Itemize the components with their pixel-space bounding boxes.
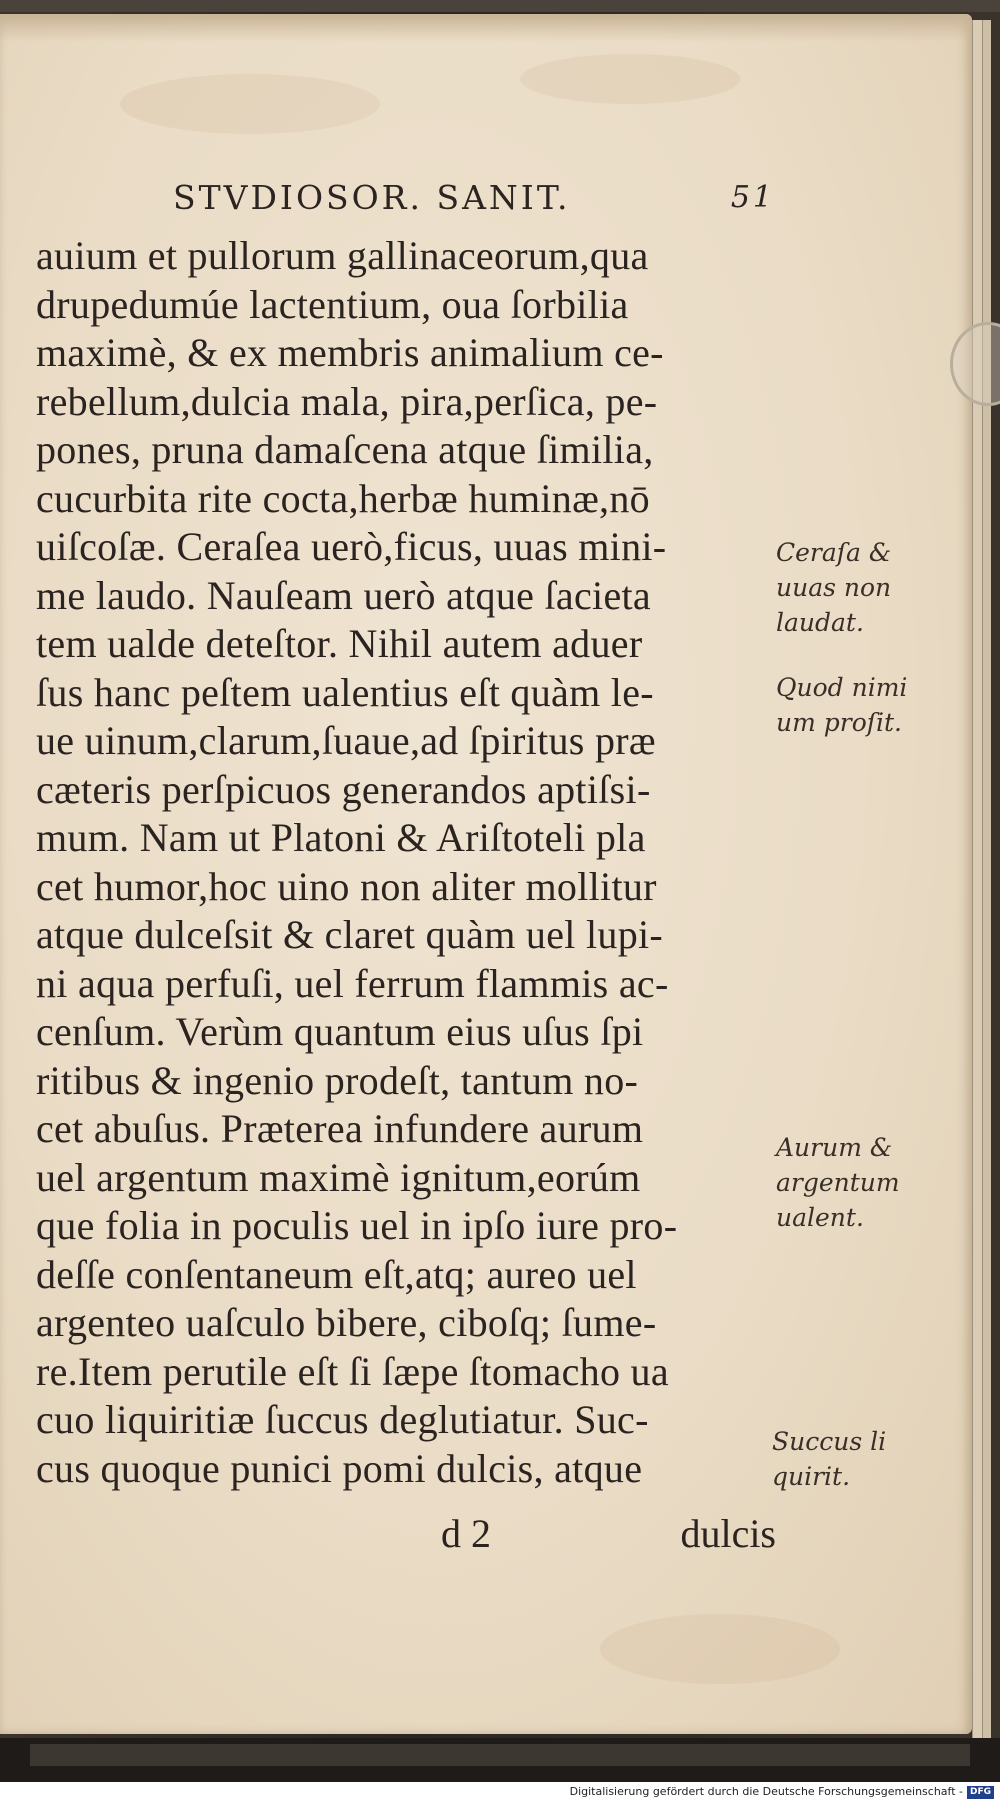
text-line: cuo liquiritiæ ſuccus deglutiatur. Suc- [36, 1397, 649, 1442]
text-line: ſus hanc peſtem ualentius eſt quàm le- [36, 669, 654, 715]
marginal-note-line: Quod nimi [776, 673, 908, 702]
marginal-note-line: ualent. [776, 1203, 864, 1232]
marginal-note [776, 535, 891, 640]
dfg-logo-icon: DFG [967, 1786, 994, 1799]
text-line: rebellum,dulcia mala, pira,perſica, pe- [36, 378, 658, 424]
marginal-note-line: Succus li [772, 1427, 887, 1456]
text-line: drupedumúe lactentium, oua ſorbilia [36, 281, 629, 327]
marginal-note-line: um proſit. [776, 708, 903, 737]
text-line: mum. Nam ut Platoni & Ariſtoteli pla [36, 815, 646, 860]
text-line: deſſe conſentaneum eſt,atq; aureo uel [36, 1251, 637, 1297]
text-line: auium et pullorum gallinaceorum,qua [36, 233, 649, 278]
folio-number: 51 [730, 180, 775, 215]
page-top-shadow [0, 14, 972, 42]
text-line: maximè, & ex membris animalium ce- [36, 330, 664, 375]
marginal-note [772, 1424, 886, 1494]
marginal-note-line: Aurum & [776, 1133, 893, 1162]
digitization-credit-bar [0, 1782, 1000, 1802]
paper-stain [120, 74, 380, 134]
marginal-note [776, 1130, 900, 1235]
running-title: STVDIOSOR. SANIT. [173, 178, 571, 217]
text-line: me laudo. Nauſeam uerò atque ſacieta [36, 572, 651, 618]
catchword: dulcis [680, 1511, 776, 1556]
text-line: ue uinum,clarum,ſuaue,ad ſpiritus præ [36, 718, 656, 763]
text-line: uiſcoſæ. Ceraſea uerò,ficus, uuas mini- [36, 524, 667, 569]
text-line: argenteo uaſculo bibere, ciboſq; ſume- [36, 1300, 657, 1345]
marginal-note-line: Ceraſa & [776, 538, 892, 567]
marginal-note [776, 670, 907, 740]
scan-bottom-edge [0, 1738, 1000, 1782]
text-line: cus quoque punici pomi dulcis, atque [36, 1445, 643, 1491]
page-edge [982, 20, 991, 1740]
text-line: pones, pruna damaſcena atque ſimilia, [36, 427, 654, 472]
text-line: tem ualde deteſtor. Nihil autem aduer [36, 621, 643, 666]
marginal-note-line: quirit. [772, 1462, 851, 1491]
text-line: cucurbita rite cocta,herbæ huminæ,nō [36, 475, 650, 521]
text-line: ni aqua perfuſi, uel ferrum flammis ac- [36, 960, 669, 1006]
signature-line [36, 1510, 776, 1560]
text-line: re.Item perutile eſt ſi ſæpe ſtomacho ua [36, 1348, 669, 1394]
text-line: cet humor,hoc uino non aliter mollitur [36, 863, 657, 909]
marginal-note-line: argentum [776, 1168, 900, 1197]
text-line: cæteris perſpicuos generandos aptiſsi- [36, 766, 651, 812]
scan-top-edge [0, 0, 1000, 12]
text-line: ritibus & ingenio prodeſt, tantum no- [36, 1057, 639, 1103]
text-line: atque dulceſsit & claret quàm uel lupi- [36, 912, 664, 957]
page-header [165, 178, 785, 228]
text-line: que folia in poculis uel in ipſo iure pro- [36, 1203, 678, 1248]
digitization-credit: Digitalisierung gefördert durch die Deutsche Forschungsgemeinschaft - [569, 1785, 963, 1798]
marginal-note-line: laudat. [776, 608, 864, 637]
main-text-block [36, 232, 776, 1493]
text-line: uel argentum maximè ignitum,eorúm [36, 1154, 641, 1200]
text-line: cenſum. Verùm quantum eius uſus ſpi [36, 1009, 644, 1054]
paper-stain [520, 54, 740, 104]
text-line: cet abuſus. Præterea infundere aurum [36, 1106, 644, 1151]
marginal-note-line: uuas non [776, 573, 892, 602]
signature-mark: d 2 [441, 1511, 491, 1556]
paper-stain [600, 1614, 840, 1684]
scan-bottom-board [30, 1744, 970, 1766]
